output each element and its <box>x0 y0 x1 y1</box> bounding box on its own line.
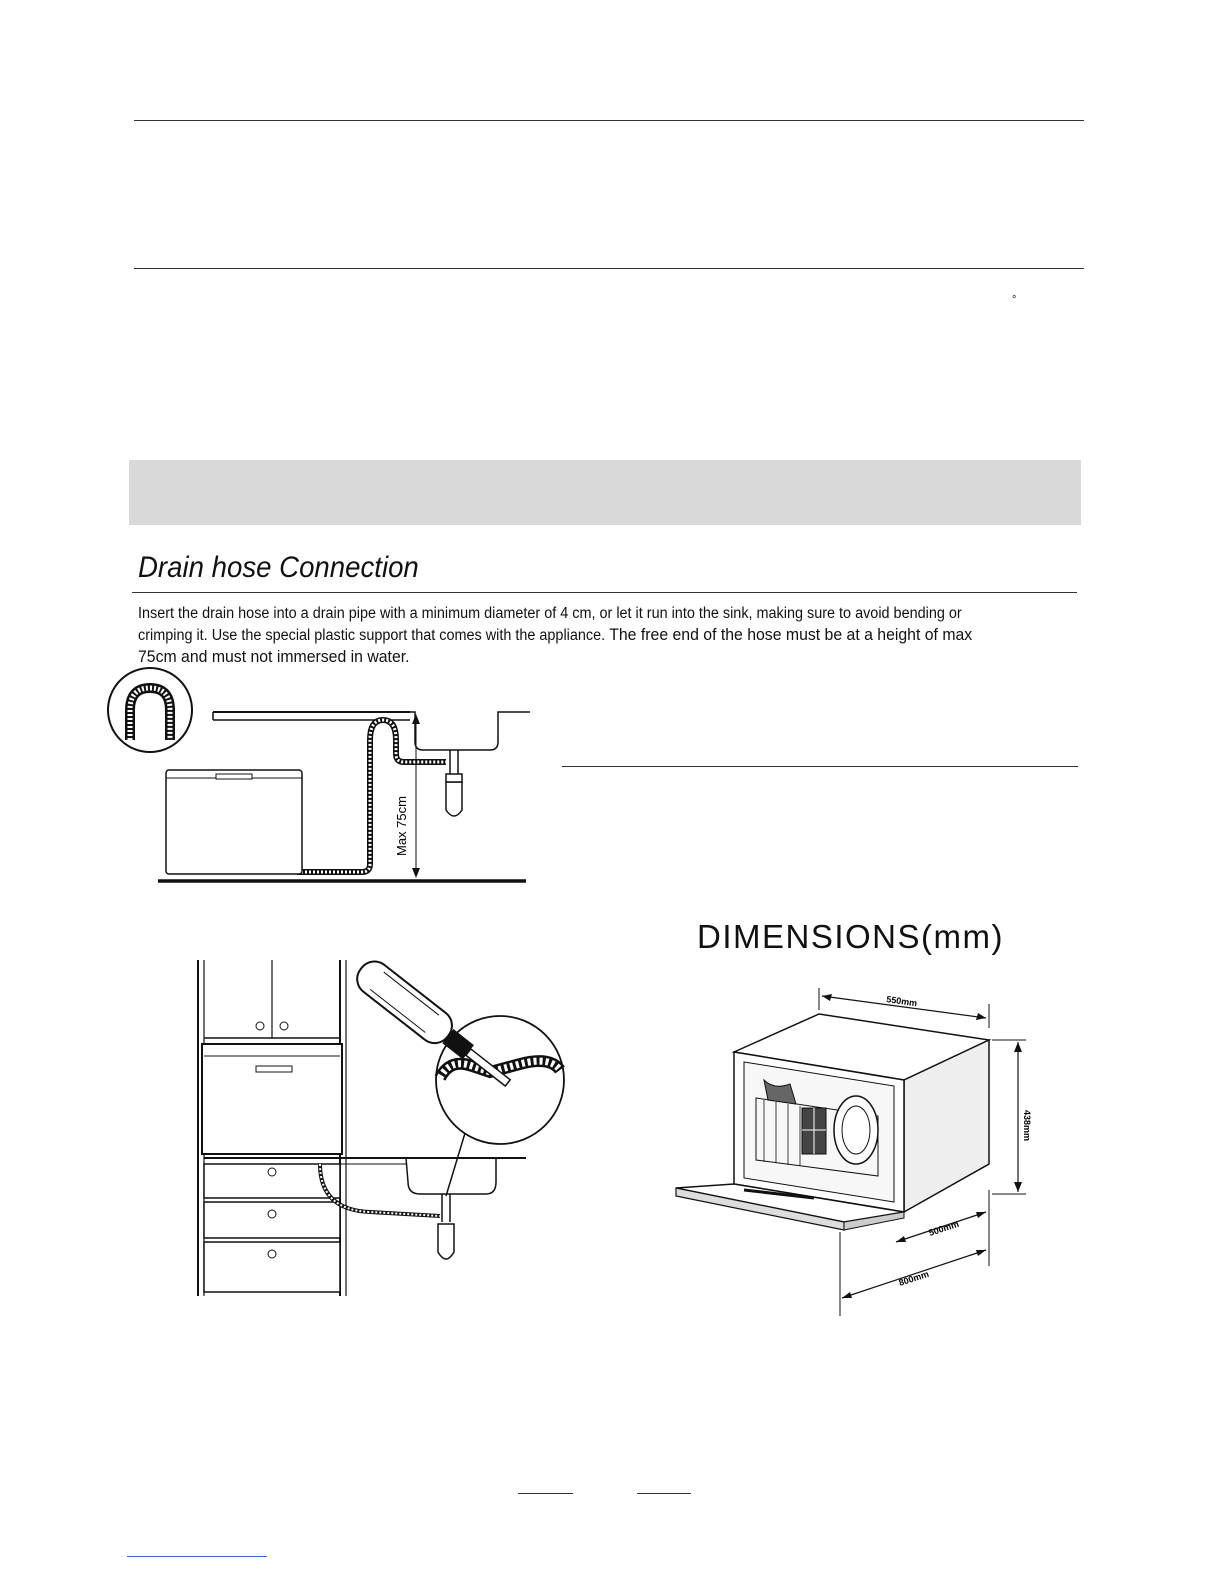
section-title-rule <box>132 592 1077 593</box>
gray-heading-band <box>129 460 1081 525</box>
max-height-label: Max 75cm <box>394 796 409 856</box>
height-label: 438mm <box>1022 1110 1032 1142</box>
section-title: Drain hose Connection <box>138 551 419 584</box>
footer-rule-right <box>637 1493 691 1494</box>
instruction-paragraph <box>138 603 1012 668</box>
mid-right-rule <box>562 766 1078 767</box>
degree-mark: ° <box>1012 294 1017 306</box>
width-label: 550mm <box>885 994 918 1009</box>
dimensions-title: DIMENSIONS(mm) <box>697 918 1004 955</box>
depth-label: 500mm <box>927 1218 961 1238</box>
footer-link-underline <box>127 1556 267 1557</box>
dishwasher-dimensions-diagram <box>664 980 1064 1320</box>
top-rule <box>134 120 1084 121</box>
instruction-text-2: The free end of the hose must be at a height of max 75cm and must not immersed in water. <box>138 625 973 666</box>
drain-hose-diagram <box>100 670 540 890</box>
instruction-text-1: Insert the drain hose into a drain pipe with a minimum diameter of 4 cm, or let it run into the sink, making sure to avoid bending or crimping it. Use the special plastic support that comes with the appliance. <box>138 605 962 644</box>
second-rule <box>134 268 1084 269</box>
cabinet-installation-diagram <box>190 960 570 1300</box>
open-depth-label: 800mm <box>897 1268 931 1288</box>
footer-rule-left <box>518 1493 573 1494</box>
